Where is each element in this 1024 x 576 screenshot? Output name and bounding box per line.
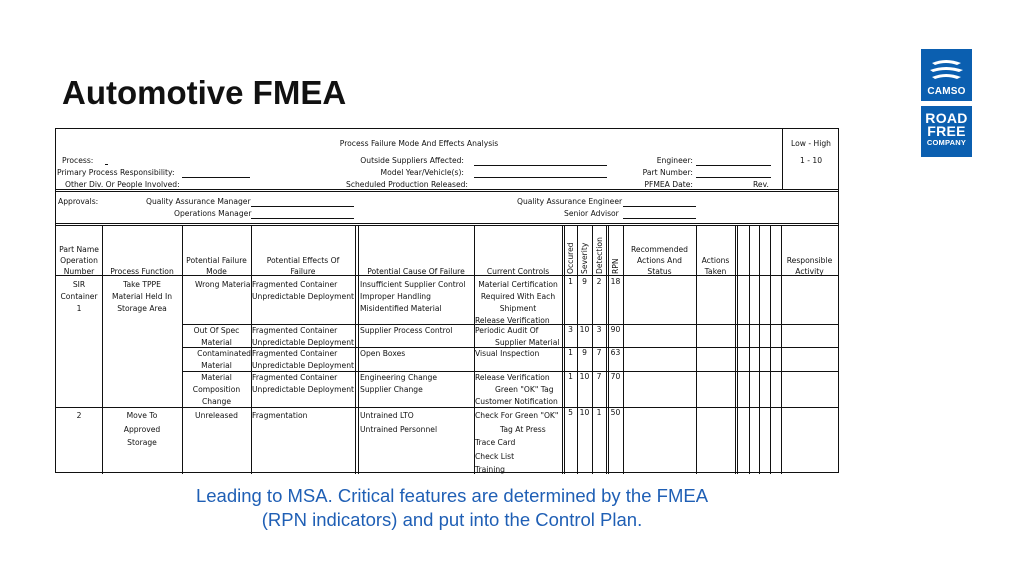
engineer-label: Engineer: bbox=[656, 156, 693, 165]
controls-cell: Check For Green "OK" Tag At Press Trace Card Check List Training bbox=[475, 411, 559, 474]
part-number-cell: 2 bbox=[76, 411, 82, 420]
effects-cell: Fragmented Container Unpredictable Deployment bbox=[252, 349, 355, 370]
occurred-value: 5 bbox=[568, 408, 573, 417]
other-div-label: Other Div. Or People Involved: bbox=[65, 180, 180, 189]
severity-value: 9 bbox=[582, 348, 587, 357]
failure-mode-cell: Unreleased bbox=[195, 411, 238, 420]
failure-mode-cell: Out Of Spec Material bbox=[193, 326, 240, 347]
col-process-function: Process Function bbox=[110, 267, 174, 276]
camso-wordmark: CAMSO bbox=[927, 86, 966, 97]
severity-value: 10 bbox=[579, 325, 590, 334]
col-cause: Potential Cause Of Failure bbox=[367, 267, 465, 276]
col-occurred: Occured bbox=[566, 242, 575, 274]
qa-engineer-label: Quality Assurance Engineer bbox=[517, 197, 623, 206]
caption bbox=[60, 484, 844, 532]
scale-label: Low - High bbox=[791, 139, 831, 148]
logo-free: FREE bbox=[927, 123, 966, 139]
detection-value: 2 bbox=[596, 277, 602, 286]
cause-cell: Supplier Process Control bbox=[360, 326, 453, 335]
scheduled-production-label: Scheduled Production Released: bbox=[346, 180, 468, 189]
col-responsible: Responsible Activity bbox=[786, 256, 833, 276]
col-severity: Severity bbox=[580, 242, 589, 274]
col-failure-mode: Potential Failure Mode bbox=[186, 256, 247, 276]
process-function-cell: Take TPPE Material Held In Storage Area bbox=[111, 280, 173, 313]
rpn-value: 50 bbox=[610, 408, 621, 417]
col-detection: Detection bbox=[595, 237, 604, 274]
detection-value: 7 bbox=[596, 348, 602, 357]
occurred-value: 1 bbox=[568, 348, 573, 357]
rev-label: Rev. bbox=[753, 180, 769, 189]
severity-value: 10 bbox=[579, 372, 590, 381]
rpn-value: 18 bbox=[610, 277, 621, 286]
process-label: Process: bbox=[62, 156, 94, 165]
form-heading: Process Failure Mode And Effects Analysis bbox=[339, 139, 499, 148]
controls-cell: Material Certification Required With Each Shipment Release Verification bbox=[475, 280, 558, 325]
approvals-label: Approvals: bbox=[58, 197, 99, 206]
failure-mode-cell: Wrong Material bbox=[195, 280, 253, 289]
qa-manager-label: Quality Assurance Manager bbox=[146, 197, 251, 206]
detection-value: 7 bbox=[596, 372, 602, 381]
caption-line-2: (RPN indicators) and put into the Control Plan. bbox=[261, 509, 643, 530]
failure-mode-cell: Material Composition Change bbox=[192, 373, 241, 406]
process-function-cell: Move To Approved Storage bbox=[123, 411, 161, 447]
cause-cell: Untrained LTO Untrained Personnel bbox=[360, 411, 438, 434]
pfmea-date-label: PFMEA Date: bbox=[644, 180, 693, 189]
cause-cell: Engineering Change Supplier Change bbox=[360, 373, 438, 394]
senior-advisor-label: Senior Advisor bbox=[564, 209, 619, 218]
rpn-value: 90 bbox=[610, 325, 621, 334]
col-rpn: RPN bbox=[611, 258, 620, 274]
col-part-name: Part Name Operation Number bbox=[59, 245, 99, 276]
logo-company: COMPANY bbox=[926, 138, 967, 147]
detection-value: 3 bbox=[596, 325, 602, 334]
rpn-value: 70 bbox=[610, 372, 621, 381]
part-number-label: Part Number: bbox=[642, 168, 693, 177]
occurred-value: 1 bbox=[568, 277, 573, 286]
failure-mode-cell: Contaminated Material bbox=[197, 349, 251, 370]
effects-cell: Fragmentation bbox=[252, 411, 308, 420]
part-number-cell: SIR Container 1 bbox=[60, 280, 98, 313]
model-year-label: Model Year/Vehicle(s): bbox=[380, 168, 464, 177]
occurred-value: 3 bbox=[568, 325, 573, 334]
scale-range: 1 - 10 bbox=[799, 156, 823, 165]
slide-title: Automotive FMEA bbox=[62, 74, 347, 111]
col-controls: Current Controls bbox=[486, 267, 550, 276]
detection-value: 1 bbox=[596, 408, 602, 417]
camso-mark-icon bbox=[929, 57, 964, 81]
effects-cell: Fragmented Container Unpredictable Deployment bbox=[252, 373, 355, 394]
operations-manager-label: Operations Manager bbox=[174, 209, 252, 218]
camso-logo bbox=[921, 49, 972, 101]
col-effects: Potential Effects Of Failure bbox=[266, 256, 340, 276]
caption-line-1: Leading to MSA. Critical features are determined by the FMEA bbox=[195, 485, 709, 506]
logo-road: ROAD bbox=[925, 110, 968, 126]
controls-cell: Periodic Audit Of Supplier Material bbox=[475, 326, 560, 347]
col-actions-taken: Actions Taken bbox=[701, 256, 730, 276]
cause-cell: Open Boxes bbox=[360, 349, 406, 358]
severity-value: 10 bbox=[579, 408, 590, 417]
outside-suppliers-label: Outside Suppliers Affected: bbox=[360, 156, 464, 165]
fmea-form bbox=[55, 128, 839, 473]
severity-value: 9 bbox=[582, 277, 587, 286]
rpn-value: 63 bbox=[610, 348, 621, 357]
effects-cell: Fragmented Container Unpredictable Deployment bbox=[252, 326, 355, 347]
effects-cell: Fragmented Container Unpredictable Deployment bbox=[252, 280, 355, 301]
road-free-company-logo bbox=[921, 106, 972, 157]
cause-cell: Insufficient Supplier Control Improper Handling Misidentified Material bbox=[360, 280, 466, 313]
col-recommended: Recommended Actions And Status bbox=[630, 245, 689, 276]
controls-cell: Release Verification Green "OK" Tag Customer Notification bbox=[475, 373, 558, 406]
controls-cell: Visual Inspection bbox=[475, 349, 540, 358]
primary-responsibility-label: Primary Process Responsibility: bbox=[57, 168, 175, 177]
occurred-value: 1 bbox=[568, 372, 573, 381]
